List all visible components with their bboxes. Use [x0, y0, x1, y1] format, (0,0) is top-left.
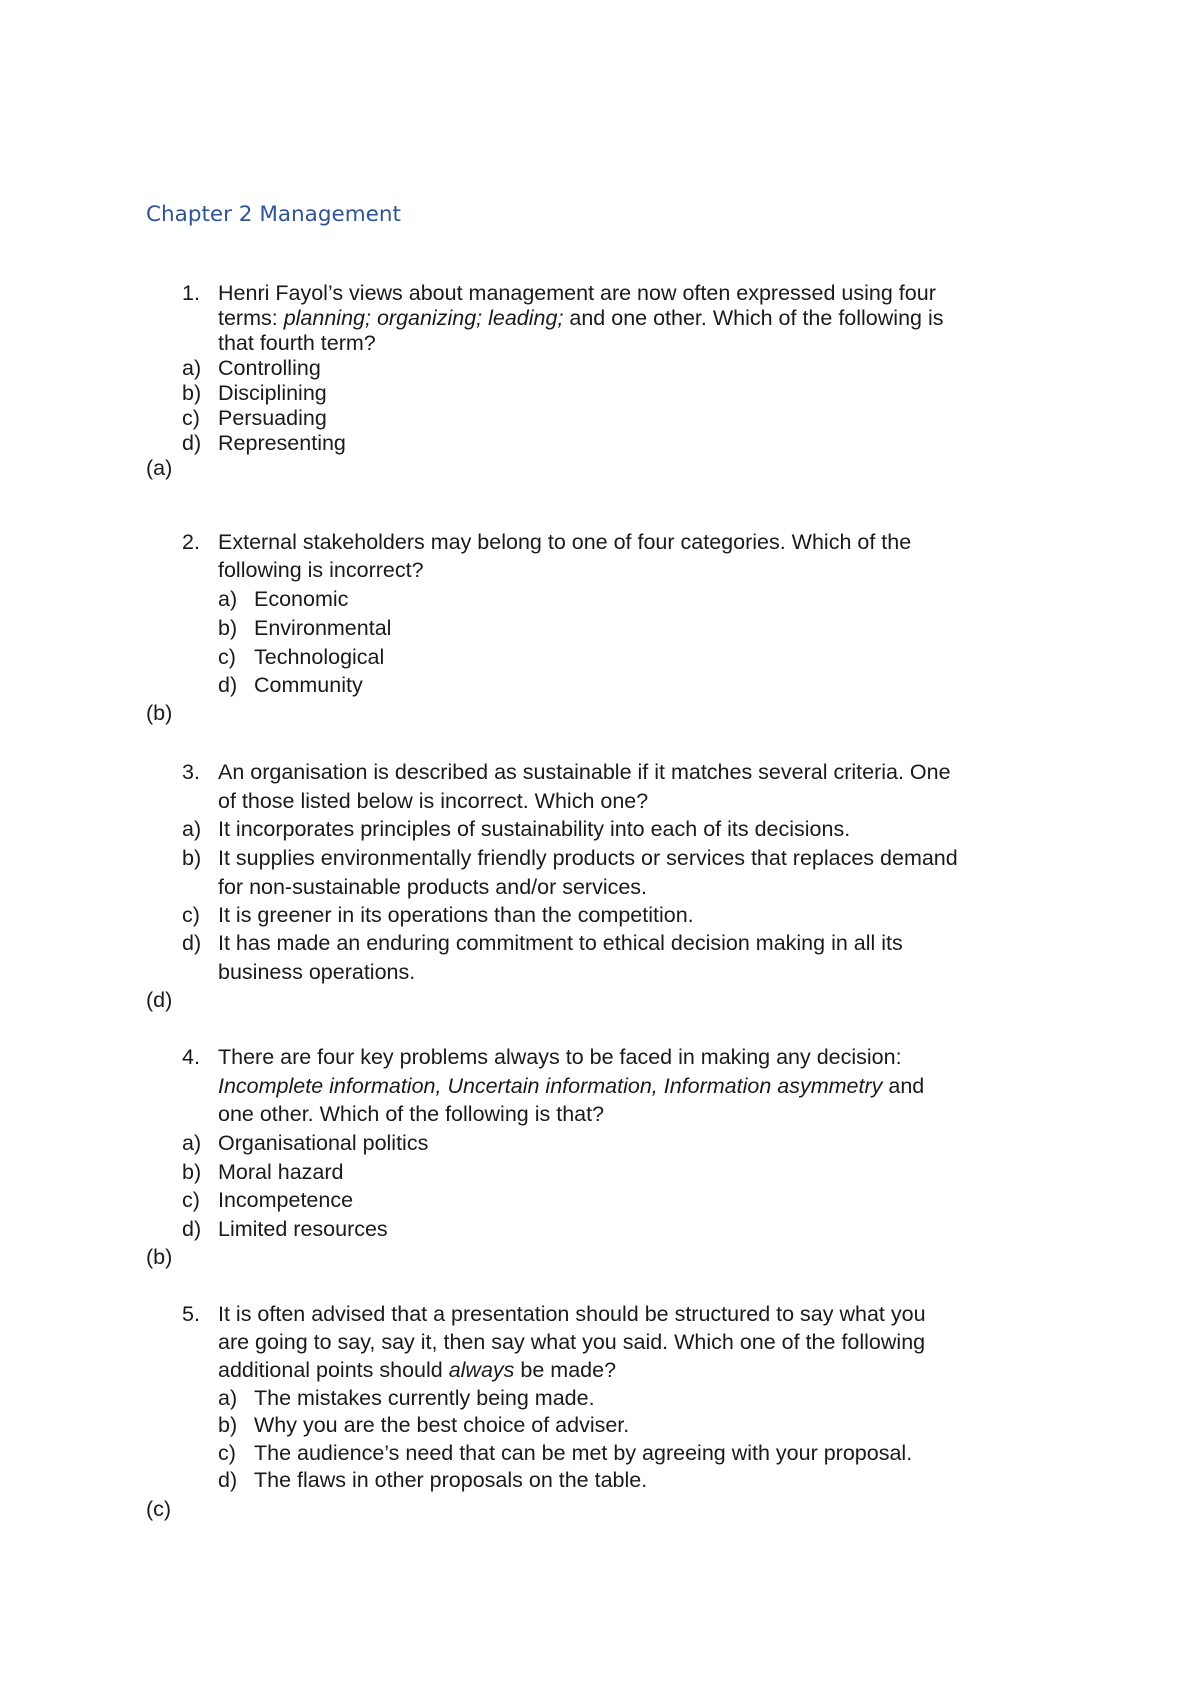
- option-text: It is greener in its operations than the competition.: [218, 903, 694, 927]
- option-letter: d): [218, 1468, 238, 1492]
- option-text: Incompetence: [218, 1188, 354, 1212]
- option-letter: b): [182, 381, 202, 405]
- option-text: Environmental: [254, 616, 392, 640]
- question-text-line: It is often advised that a presentation should be structured to say what you: [218, 1302, 926, 1326]
- option-text: Community: [254, 673, 363, 697]
- chapter-title: Management: [259, 202, 401, 227]
- option-text-continued: business operations.: [218, 960, 416, 984]
- option-letter: a): [218, 587, 238, 611]
- question-text-line: An organisation is described as sustainable if it matches several criteria. One: [218, 760, 951, 784]
- question-number: 5.: [182, 1302, 200, 1326]
- option-text: Limited resources: [218, 1217, 388, 1241]
- question-text-line: of those listed below is incorrect. Which one?: [218, 789, 649, 813]
- question-text-line: Incomplete information, Uncertain information, Information asymmetry and: [218, 1074, 925, 1098]
- option-letter: d): [182, 431, 202, 455]
- italic-emphasis: always: [448, 1358, 515, 1382]
- italic-terms: Incomplete information, Uncertain information, Information asymmetry: [218, 1074, 883, 1098]
- option-text: Economic: [254, 587, 349, 611]
- option-letter: a): [182, 817, 202, 841]
- answer-key: (b): [146, 701, 173, 725]
- option-text: It supplies environmentally friendly products or services that replaces demand: [218, 846, 958, 870]
- option-text: Organisational politics: [218, 1131, 429, 1155]
- question-text-line: following is incorrect?: [218, 558, 424, 582]
- answer-key: (b): [146, 1245, 173, 1269]
- option-text: Disciplining: [218, 381, 327, 405]
- option-letter: c): [182, 903, 200, 927]
- question-number: 1.: [182, 281, 200, 305]
- option-letter: d): [182, 1217, 202, 1241]
- option-text: It has made an enduring commitment to ethical decision making in all its: [218, 931, 903, 955]
- chapter-label: Chapter 2: [146, 202, 253, 227]
- option-text: The flaws in other proposals on the table.: [254, 1468, 648, 1492]
- question-number: 3.: [182, 760, 200, 784]
- option-letter: b): [218, 1413, 238, 1437]
- question-text-line: additional points should always be made?: [218, 1358, 617, 1382]
- answer-key: (a): [146, 456, 173, 480]
- question-text-line: Henri Fayol’s views about management are now often expressed using four: [218, 281, 936, 305]
- answer-key: (d): [146, 988, 173, 1012]
- option-letter: d): [218, 673, 238, 697]
- option-letter: a): [182, 1131, 202, 1155]
- answer-key: (c): [146, 1497, 172, 1521]
- option-text-continued: for non-sustainable products and/or services.: [218, 875, 648, 899]
- italic-terms: planning; organizing; leading;: [283, 306, 564, 330]
- option-text: Persuading: [218, 406, 327, 430]
- option-letter: c): [218, 645, 236, 669]
- option-text: Why you are the best choice of adviser.: [254, 1413, 630, 1437]
- option-text: The audience’s need that can be met by agreeing with your proposal.: [254, 1441, 913, 1465]
- option-text: Technological: [254, 645, 385, 669]
- option-letter: c): [182, 1188, 200, 1212]
- option-text: The mistakes currently being made.: [254, 1386, 595, 1410]
- option-letter: a): [218, 1386, 238, 1410]
- question-number: 4.: [182, 1045, 200, 1069]
- option-text: Representing: [218, 431, 346, 455]
- option-letter: c): [182, 406, 200, 430]
- question-text-line: one other. Which of the following is that?: [218, 1102, 605, 1126]
- question-text-line: are going to say, say it, then say what you said. Which one of the following: [218, 1330, 926, 1354]
- question-number: 2.: [182, 530, 200, 554]
- option-letter: c): [218, 1441, 236, 1465]
- option-text: It incorporates principles of sustainability into each of its decisions.: [218, 817, 851, 841]
- option-letter: b): [218, 616, 238, 640]
- option-letter: b): [182, 1160, 202, 1184]
- option-letter: b): [182, 846, 202, 870]
- chapter-heading: [146, 202, 401, 227]
- option-letter: a): [182, 356, 202, 380]
- question-text-line: External stakeholders may belong to one of four categories. Which of the: [218, 530, 912, 554]
- question-text-line: that fourth term?: [218, 331, 376, 355]
- question-text-line: terms: planning; organizing; leading; and one other. Which of the following is: [218, 306, 944, 330]
- option-text: Controlling: [218, 356, 321, 380]
- option-letter: d): [182, 931, 202, 955]
- question-text-line: There are four key problems always to be faced in making any decision:: [218, 1045, 902, 1069]
- option-text: Moral hazard: [218, 1160, 344, 1184]
